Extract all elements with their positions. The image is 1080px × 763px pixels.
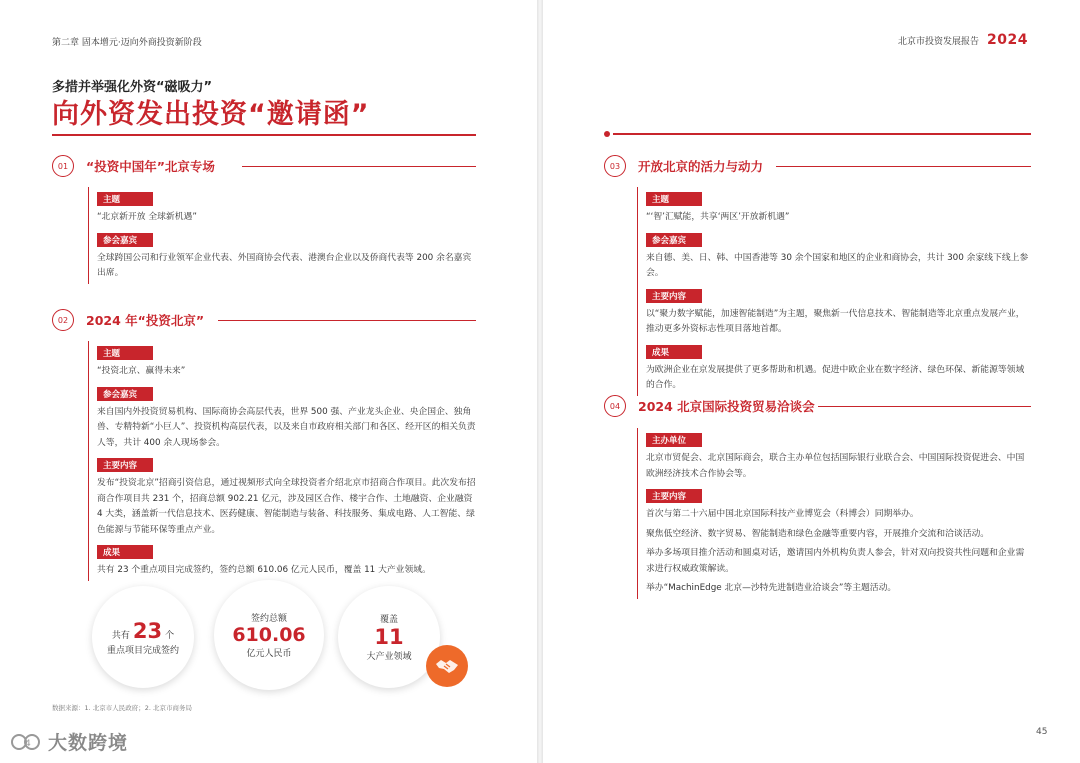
report-title: 北京市投资发展报告 xyxy=(898,36,980,47)
title-rule xyxy=(52,134,476,136)
tag-label: 主要内容 xyxy=(97,458,153,472)
section-number: 02 xyxy=(52,309,74,331)
item-text: 全球跨国公司和行业领军企业代表、外国商协会代表、港澳台企业以及侨商代表等 200 余名嘉宾出席。 xyxy=(97,252,472,278)
item-text: 聚焦低空经济、数字贸易、智能制造和绿色金融等重要内容，开展推介交流和洽谈活动。 xyxy=(646,528,990,539)
stat-caption: 亿元人民币 xyxy=(246,649,292,659)
stat-prefix: 共有 xyxy=(111,630,130,641)
section-line xyxy=(776,166,1031,167)
stat-caption: 大产业领域 xyxy=(366,652,412,662)
watermark-logo-icon xyxy=(10,730,44,754)
item-text: “投资北京、赢得未来” xyxy=(97,366,186,376)
stat-top: 签约总额 xyxy=(250,614,287,624)
stat-top: 覆盖 xyxy=(379,615,398,625)
stat-value: 610.06 xyxy=(232,624,306,646)
section-line xyxy=(242,166,476,167)
watermark-text: 大数跨境 xyxy=(48,732,129,754)
title-rule xyxy=(613,133,1031,135)
section-line xyxy=(218,320,476,321)
section-02-body xyxy=(88,341,478,581)
section-04-body xyxy=(637,428,1033,599)
item-text: 举办“MachinEdge 北京—沙特先进制造业洽谈会”等主题活动。 xyxy=(646,583,897,593)
page-kicker: 多措并举强化外资“磁吸力” xyxy=(52,80,213,95)
stat-value: 11 xyxy=(374,625,404,649)
left-page xyxy=(0,0,537,763)
right-page xyxy=(543,0,1080,763)
item-text: 来自德、美、日、韩、中国香港等 30 余个国家和地区的企业和商协会，共计 300 余家线下线上参会。 xyxy=(646,252,1029,278)
section-number: 01 xyxy=(52,155,74,177)
section-03-body xyxy=(637,187,1033,396)
item-text: 北京市贸促会、北京国际商会，联合主办单位包括国际银行业联合会、中国国际投资促进会、中国欧洲经济技术合作协会等。 xyxy=(646,453,1025,479)
tag-label: 主要内容 xyxy=(646,489,702,503)
rule-dot xyxy=(604,131,610,137)
item-text: “北京新开放 全球新机遇” xyxy=(97,212,197,222)
item-text: 来自国内外投资贸易机构、国际商协会高层代表，世界 500 强、产业龙头企业、央企国企、独角兽、专精特新“小巨人”、投资机构高层代表，以及来自市政府相关部门和各区、经开区的相关负责人等，共计 400 余人现场参会。 xyxy=(97,406,476,448)
stat-signed-amount xyxy=(214,580,324,690)
section-04-header xyxy=(604,395,815,417)
section-03-header xyxy=(604,155,763,177)
item-text: 共有 23 个重点项目完成签约，签约总额 610.06 亿元人民币，覆盖 11 大产业领域。 xyxy=(97,565,431,575)
item-text: 以“聚力数字赋能，加速智能制造”为主题，聚焦新一代信息技术、智能制造等北京重点发展产业，推动更多外资标志性项目落地首都。 xyxy=(646,308,1025,334)
tag-label: 参会嘉宾 xyxy=(646,233,702,247)
tag-label: 成果 xyxy=(646,345,702,359)
item-text: 首次与第二十六届中国北京国际科技产业博览会（科博会）同期举办。 xyxy=(646,509,919,519)
stat-industries xyxy=(338,586,440,688)
section-line xyxy=(818,406,1031,407)
section-title: “投资中国年”北京专场 xyxy=(86,159,215,174)
tag-label: 参会嘉宾 xyxy=(97,387,153,401)
stat-suffix: 个 xyxy=(165,630,175,641)
section-02-header xyxy=(52,309,204,331)
handshake-icon xyxy=(426,645,468,687)
item-text: 为欧洲企业在京发展提供了更多帮助和机遇。促进中欧企业在数字经济、绿色环保、新能源等领域的合作。 xyxy=(646,364,1025,390)
tag-label: 主题 xyxy=(97,192,153,206)
page-number: 45 xyxy=(1036,727,1048,737)
stat-caption: 重点项目完成签约 xyxy=(106,645,179,656)
tag-label: 主题 xyxy=(97,346,153,360)
page-title: 向外资发出投资“邀请函” xyxy=(52,99,370,130)
report-header xyxy=(898,32,1028,48)
section-title: 2024 北京国际投资贸易洽谈会 xyxy=(638,399,815,414)
tag-label: 参会嘉宾 xyxy=(97,233,153,247)
item-text: 举办多场项目推介活动和圆桌对话，邀请国内外机构负责人参会，针对双向投资共性问题和企业需求进行权威政策解读。 xyxy=(646,548,1025,574)
tag-label: 主要内容 xyxy=(646,289,702,303)
section-title: 开放北京的活力与动力 xyxy=(638,159,764,174)
svg-text:4: 4 xyxy=(25,738,31,749)
item-text: “‘智’汇赋能，共享‘两区’开放新机遇” xyxy=(646,212,790,222)
tag-label: 主题 xyxy=(646,192,702,206)
report-year: 2024 xyxy=(987,32,1028,48)
item-text: 发布“投资北京”招商引资信息，通过视频形式向全球投资者介绍北京市招商合作项目。此次发布招商合作项目共 231 个，招商总额 902.21 亿元，涉及园区合作、楼宇合作、土地融资、企业融资 4 大类，涵盖新一代信息技术、医药健康、智能制造与装备、科技服务、集成电路、人工智能、绿色能源与节能环保等重点产业。 xyxy=(97,478,476,535)
section-01-header xyxy=(52,155,215,177)
section-number: 03 xyxy=(604,155,626,177)
stat-signed-projects xyxy=(92,586,194,688)
chapter-header: 第二章 固本增元·迈向外商投资新阶段 xyxy=(52,38,202,48)
section-01-body xyxy=(88,187,478,284)
tag-label: 成果 xyxy=(97,545,153,559)
stat-value: 23 xyxy=(132,618,163,643)
watermark xyxy=(10,728,128,755)
tag-label: 主办单位 xyxy=(646,433,702,447)
section-number: 04 xyxy=(604,395,626,417)
data-source-note: 数据来源：1. 北京市人民政府；2. 北京市商务局 xyxy=(52,704,193,712)
section-title: 2024 年“投资北京” xyxy=(86,313,205,328)
